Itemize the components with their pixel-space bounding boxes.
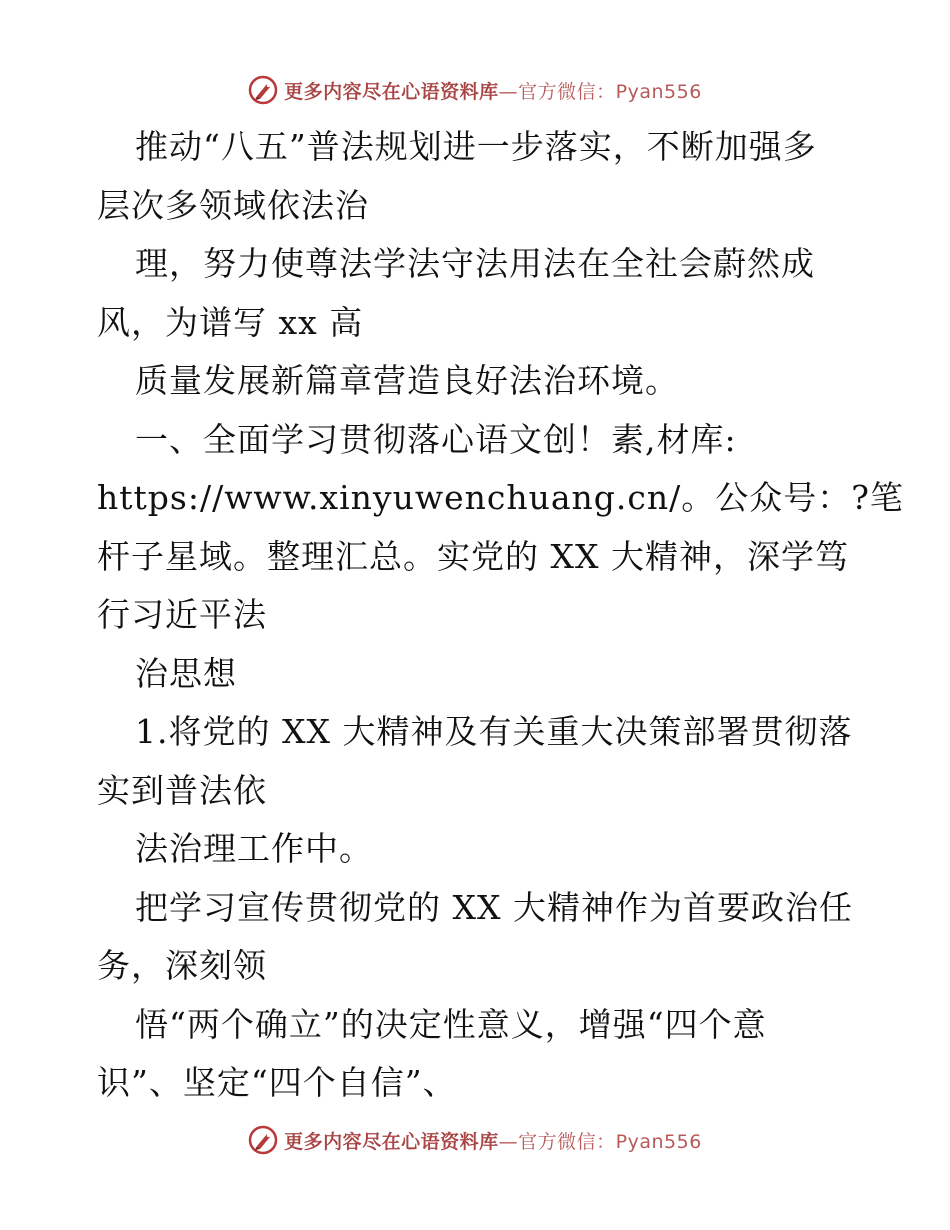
footer-banner [0, 1120, 950, 1160]
body-line: 治思想 [135, 653, 237, 693]
pen-logo-icon [248, 75, 278, 105]
body-line: 把学习宣传贯彻党的 XX 大精神作为首要政治任 [135, 887, 853, 927]
header-banner-rest: —官方微信：Pyan556 [498, 80, 702, 103]
body-line: 杆子星域。整理汇总。实党的 XX 大精神，深学笃 [97, 536, 849, 576]
body-line: 行习近平法 [97, 595, 267, 634]
body-line: 法治理工作中。 [135, 829, 373, 868]
body-line-url: https://www.xinyuwenchuang.cn/。公众号：?笔 [97, 478, 904, 517]
body-line: 1.将党的 XX 大精神及有关重大决策部署贯彻落 [135, 712, 853, 751]
body-line: 识”、坚定“四个自信”、 [97, 1063, 457, 1102]
pen-logo-icon [248, 1125, 278, 1155]
body-line: 实到普法依 [97, 770, 267, 810]
body-line: 一、全面学习贯彻落心语文创！素,材库: [135, 419, 737, 459]
body-line: 层次多领域依法治 [97, 185, 369, 225]
body-line: 推动“八五”普法规划进一步落实，不断加强多 [135, 127, 817, 166]
body-line: 风，为谱写 xx 高 [97, 302, 364, 342]
footer-banner-rest: —官方微信：Pyan556 [498, 1130, 702, 1153]
body-line: 务，深刻领 [97, 946, 267, 985]
header-banner [0, 70, 950, 110]
body-line: 悟“两个确立”的决定性意义，增强“四个意 [135, 1004, 767, 1044]
footer-banner-brand: 更多内容尽在心语资料库 [284, 1130, 499, 1153]
body-line: 理，努力使尊法学法守法用法在全社会蔚然成 [135, 244, 815, 283]
header-banner-brand: 更多内容尽在心语资料库 [284, 80, 499, 103]
body-line: 质量发展新篇章营造良好法治环境。 [135, 361, 679, 400]
footer-banner-text [284, 1127, 702, 1154]
header-banner-text [284, 77, 702, 104]
document-body [97, 118, 904, 1113]
